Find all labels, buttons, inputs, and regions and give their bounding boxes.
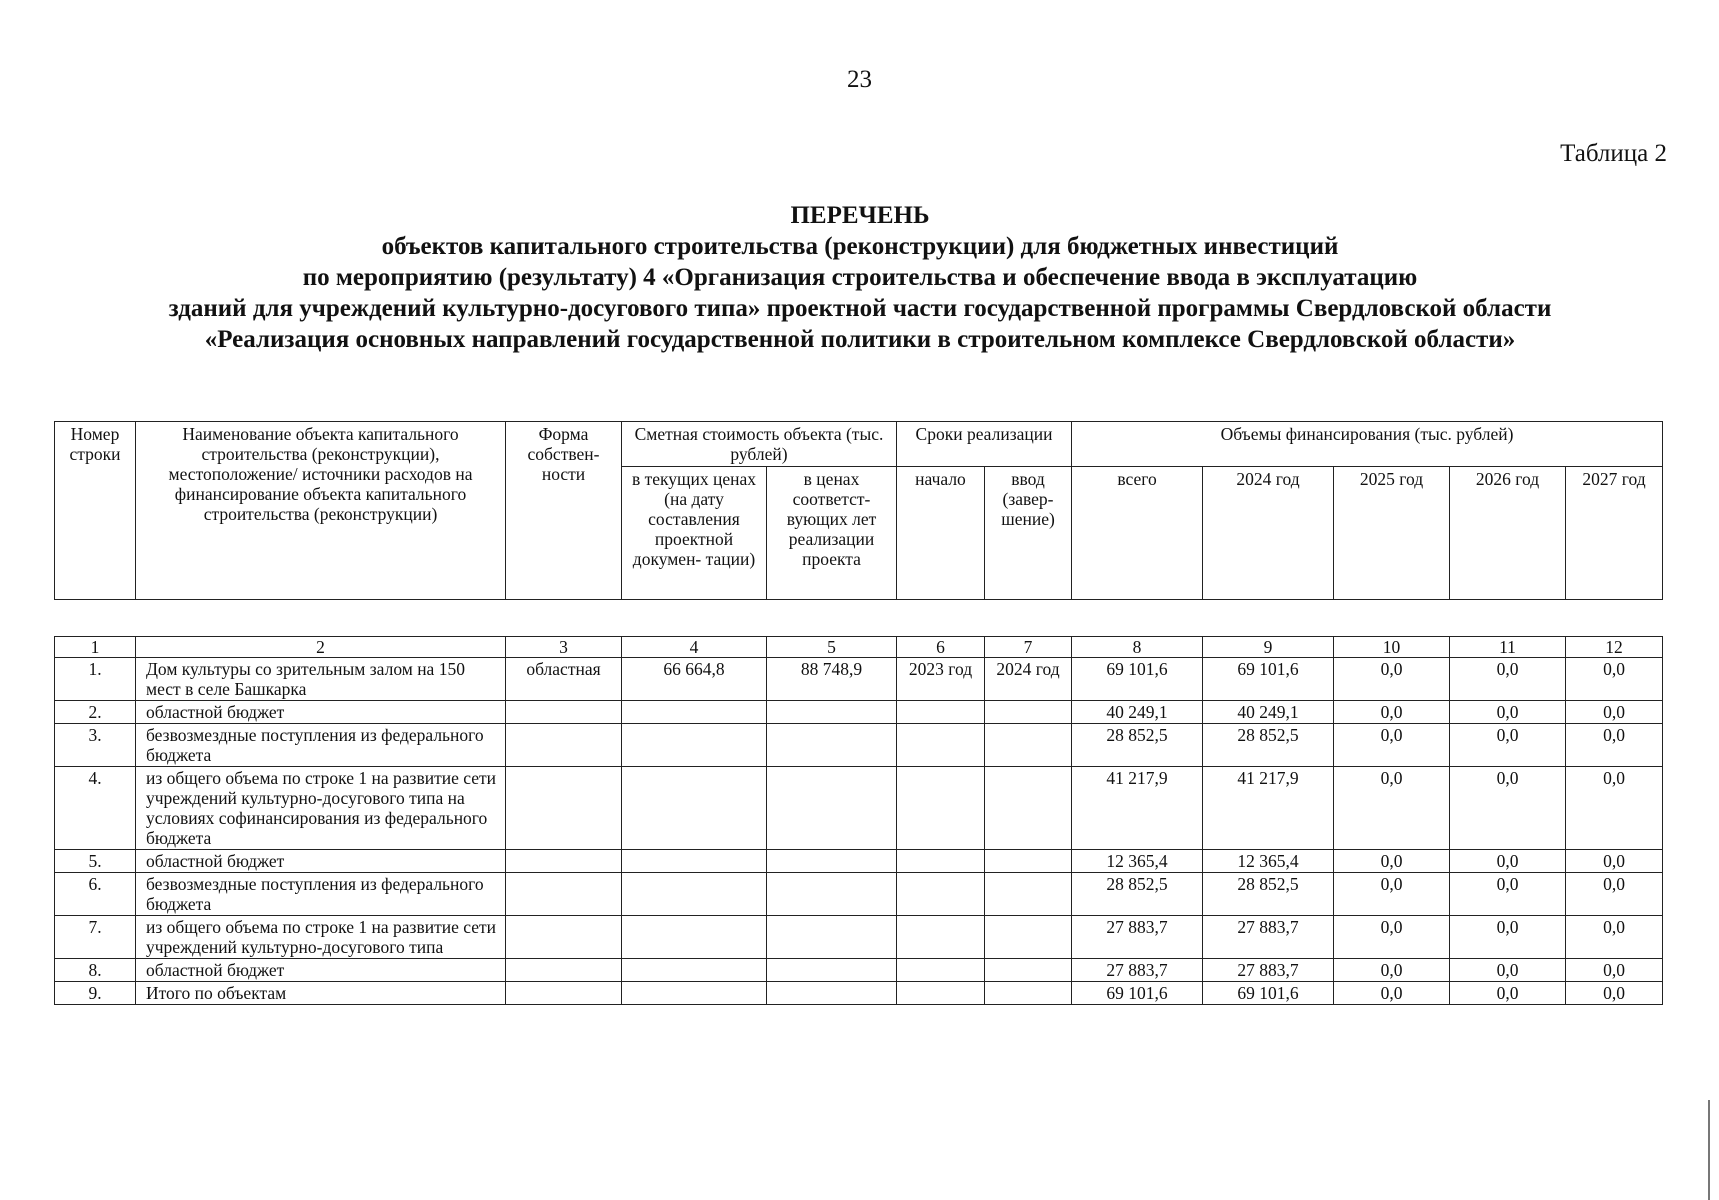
finish-cell: [985, 850, 1072, 873]
table-body: [54, 636, 1663, 1005]
finish-cell: [985, 982, 1072, 1005]
column-number: 9: [1203, 637, 1334, 658]
column-number: 4: [622, 637, 767, 658]
table-label: Таблица 2: [1560, 140, 1667, 167]
row-number-cell: 4.: [55, 767, 136, 850]
table-row: [55, 724, 1663, 767]
object-name-cell: из общего объема по строке 1 на развитие сети учреждений культурно-досугового типа: [136, 916, 506, 959]
finish-cell: [985, 916, 1072, 959]
year-2024-cell: 69 101,6: [1203, 982, 1334, 1005]
ownership-cell: [506, 959, 622, 982]
header-terms: Сроки реализации: [897, 422, 1072, 467]
start-cell: [897, 959, 985, 982]
year-2024-cell: 28 852,5: [1203, 873, 1334, 916]
cost-relevant-cell: [767, 873, 897, 916]
row-number-cell: 7.: [55, 916, 136, 959]
ownership-cell: [506, 701, 622, 724]
heading-line: зданий для учреждений культурно-досугового типа» проектной части государственной программы Свердловской области: [168, 295, 1552, 322]
total-cell: 12 365,4: [1072, 850, 1203, 873]
header-finish: ввод (завер- шение): [985, 467, 1072, 600]
column-number-row: [55, 637, 1663, 658]
column-number: 6: [897, 637, 985, 658]
ownership-cell: [506, 982, 622, 1005]
object-name-cell: областной бюджет: [136, 850, 506, 873]
header-cost-relevant: в ценах соответст- вующих лет реализации проекта: [767, 467, 897, 600]
total-cell: 40 249,1: [1072, 701, 1203, 724]
year-2025-cell: 0,0: [1334, 701, 1450, 724]
row-number-cell: 6.: [55, 873, 136, 916]
page-edge-line: [1708, 1100, 1710, 1200]
heading-line: «Реализация основных направлений государственной политики в строительном комплексе Свердловской области»: [204, 326, 1516, 353]
object-name-cell: безвозмездные поступления из федерального бюджета: [136, 873, 506, 916]
object-name-cell: Дом культуры со зрительным залом на 150 мест в селе Башкарка: [136, 658, 506, 701]
year-2027-cell: 0,0: [1566, 916, 1663, 959]
header-total: всего: [1072, 467, 1203, 600]
start-cell: [897, 916, 985, 959]
year-2026-cell: 0,0: [1450, 658, 1566, 701]
table-row: [55, 959, 1663, 982]
start-cell: [897, 701, 985, 724]
finish-cell: 2024 год: [985, 658, 1072, 701]
document-heading: [40, 200, 1680, 355]
table-row: [55, 873, 1663, 916]
column-number: 1: [55, 637, 136, 658]
column-number: 3: [506, 637, 622, 658]
object-name-cell: областной бюджет: [136, 701, 506, 724]
column-number: 8: [1072, 637, 1203, 658]
year-2024-cell: 27 883,7: [1203, 959, 1334, 982]
finish-cell: [985, 959, 1072, 982]
cost-relevant-cell: [767, 959, 897, 982]
year-2025-cell: 0,0: [1334, 658, 1450, 701]
header-ownership: Форма собствен- ности: [506, 422, 622, 600]
total-cell: 69 101,6: [1072, 658, 1203, 701]
header-2025: 2025 год: [1334, 467, 1450, 600]
year-2024-cell: 69 101,6: [1203, 658, 1334, 701]
header-estimated-cost: Сметная стоимость объекта (тыс. рублей): [622, 422, 897, 467]
total-cell: 27 883,7: [1072, 916, 1203, 959]
column-number: 5: [767, 637, 897, 658]
ownership-cell: [506, 724, 622, 767]
column-number: 12: [1566, 637, 1663, 658]
ownership-cell: [506, 850, 622, 873]
header-2027: 2027 год: [1566, 467, 1663, 600]
finish-cell: [985, 701, 1072, 724]
object-name-cell: областной бюджет: [136, 959, 506, 982]
year-2026-cell: 0,0: [1450, 916, 1566, 959]
table-row: [55, 767, 1663, 850]
year-2027-cell: 0,0: [1566, 658, 1663, 701]
year-2027-cell: 0,0: [1566, 724, 1663, 767]
heading-line: по мероприятию (результату) 4 «Организация строительства и обеспечение ввода в эксплуатацию: [302, 264, 1418, 291]
table-row: [55, 982, 1663, 1005]
cost-relevant-cell: [767, 916, 897, 959]
year-2027-cell: 0,0: [1566, 767, 1663, 850]
header-row-number: Номер строки: [55, 422, 136, 600]
column-number: 11: [1450, 637, 1566, 658]
column-number: 7: [985, 637, 1072, 658]
cost-current-cell: [622, 959, 767, 982]
cost-current-cell: [622, 873, 767, 916]
header-funding: Объемы финансирования (тыс. рублей): [1072, 422, 1663, 467]
ownership-cell: [506, 873, 622, 916]
year-2026-cell: 0,0: [1450, 724, 1566, 767]
year-2027-cell: 0,0: [1566, 873, 1663, 916]
table-row: [55, 701, 1663, 724]
year-2025-cell: 0,0: [1334, 724, 1450, 767]
cost-current-cell: [622, 916, 767, 959]
finish-cell: [985, 873, 1072, 916]
year-2024-cell: 27 883,7: [1203, 916, 1334, 959]
cost-current-cell: [622, 767, 767, 850]
year-2027-cell: 0,0: [1566, 959, 1663, 982]
cost-current-cell: [622, 982, 767, 1005]
cost-current-cell: [622, 850, 767, 873]
header-object-name: Наименование объекта капитального строительства (реконструкции), местоположение/ источники расходов на финансирование объекта капитального строительства (реконструкции): [136, 422, 506, 600]
finish-cell: [985, 767, 1072, 850]
cost-current-cell: [622, 724, 767, 767]
year-2025-cell: 0,0: [1334, 916, 1450, 959]
table-row: [55, 916, 1663, 959]
cost-relevant-cell: 88 748,9: [767, 658, 897, 701]
start-cell: [897, 982, 985, 1005]
finish-cell: [985, 724, 1072, 767]
total-cell: 28 852,5: [1072, 724, 1203, 767]
year-2026-cell: 0,0: [1450, 959, 1566, 982]
row-number-cell: 8.: [55, 959, 136, 982]
table-row: [55, 850, 1663, 873]
cost-relevant-cell: [767, 850, 897, 873]
year-2024-cell: 41 217,9: [1203, 767, 1334, 850]
cost-relevant-cell: [767, 724, 897, 767]
ownership-cell: областная: [506, 658, 622, 701]
start-cell: [897, 850, 985, 873]
heading-line: объектов капитального строительства (реконструкции) для бюджетных инвестиций: [381, 233, 1339, 260]
row-number-cell: 3.: [55, 724, 136, 767]
year-2027-cell: 0,0: [1566, 850, 1663, 873]
start-cell: [897, 767, 985, 850]
header-2026: 2026 год: [1450, 467, 1566, 600]
table-header: [54, 421, 1663, 600]
heading-line: ПЕРЕЧЕНЬ: [790, 202, 930, 229]
year-2026-cell: 0,0: [1450, 850, 1566, 873]
row-number-cell: 1.: [55, 658, 136, 701]
page-number: 23: [847, 66, 872, 93]
start-cell: [897, 724, 985, 767]
year-2026-cell: 0,0: [1450, 767, 1566, 850]
year-2024-cell: 12 365,4: [1203, 850, 1334, 873]
object-name-cell: безвозмездные поступления из федерального бюджета: [136, 724, 506, 767]
year-2024-cell: 28 852,5: [1203, 724, 1334, 767]
cost-current-cell: [622, 701, 767, 724]
year-2026-cell: 0,0: [1450, 982, 1566, 1005]
header-2024: 2024 год: [1203, 467, 1334, 600]
table-row: [55, 658, 1663, 701]
start-cell: 2023 год: [897, 658, 985, 701]
year-2027-cell: 0,0: [1566, 982, 1663, 1005]
cost-relevant-cell: [767, 701, 897, 724]
year-2025-cell: 0,0: [1334, 873, 1450, 916]
start-cell: [897, 873, 985, 916]
total-cell: 28 852,5: [1072, 873, 1203, 916]
year-2024-cell: 40 249,1: [1203, 701, 1334, 724]
ownership-cell: [506, 916, 622, 959]
year-2026-cell: 0,0: [1450, 701, 1566, 724]
cost-relevant-cell: [767, 767, 897, 850]
year-2025-cell: 0,0: [1334, 767, 1450, 850]
cost-relevant-cell: [767, 982, 897, 1005]
year-2025-cell: 0,0: [1334, 850, 1450, 873]
cost-current-cell: 66 664,8: [622, 658, 767, 701]
year-2026-cell: 0,0: [1450, 873, 1566, 916]
year-2027-cell: 0,0: [1566, 701, 1663, 724]
year-2025-cell: 0,0: [1334, 982, 1450, 1005]
column-number: 2: [136, 637, 506, 658]
ownership-cell: [506, 767, 622, 850]
object-name-cell: Итого по объектам: [136, 982, 506, 1005]
header-start: начало: [897, 467, 985, 600]
total-cell: 41 217,9: [1072, 767, 1203, 850]
row-number-cell: 5.: [55, 850, 136, 873]
year-2025-cell: 0,0: [1334, 959, 1450, 982]
row-number-cell: 9.: [55, 982, 136, 1005]
total-cell: 27 883,7: [1072, 959, 1203, 982]
object-name-cell: из общего объема по строке 1 на развитие сети учреждений культурно-досугового типа на условиях софинансирования из федерального бюджета: [136, 767, 506, 850]
total-cell: 69 101,6: [1072, 982, 1203, 1005]
row-number-cell: 2.: [55, 701, 136, 724]
header-cost-current: в текущих ценах (на дату составления проектной докумен- тации): [622, 467, 767, 600]
column-number: 10: [1334, 637, 1450, 658]
